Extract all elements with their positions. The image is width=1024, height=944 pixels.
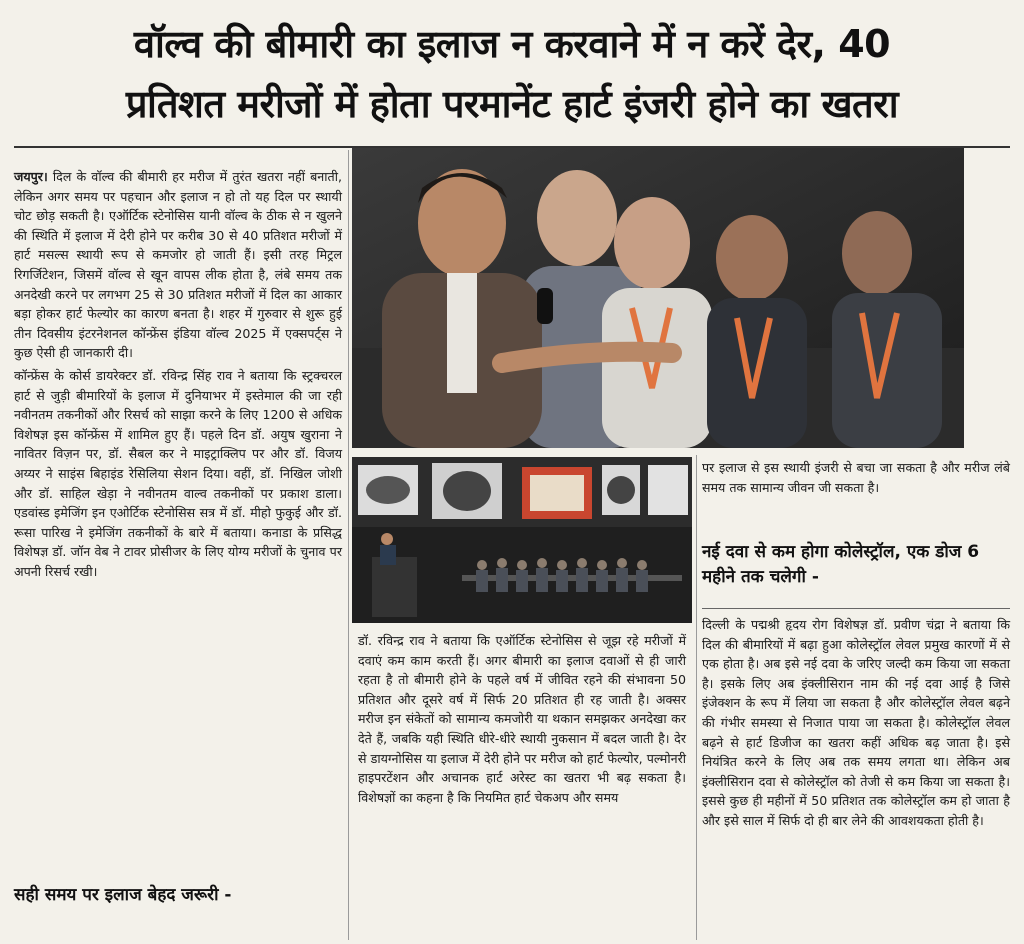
subhead-rule (702, 608, 1010, 609)
panel-discussion-illustration (352, 148, 964, 448)
article-column-2 (358, 631, 686, 810)
column-divider (348, 150, 349, 940)
dateline: जयपुर। (14, 169, 48, 184)
paragraph-intro (14, 167, 342, 363)
headline (10, 14, 1014, 134)
paragraph-continuation: पर इलाज से इस स्थायी इंजरी से बचा जा सकता है और मरीज लंबे समय तक सामान्य जीवन जी सकता है। (702, 460, 1010, 495)
panel-discussion-photo (352, 148, 964, 448)
subhead-timely-treatment: सही समय पर इलाज बेहद जरूरी - (14, 885, 232, 905)
article-column-3 (702, 458, 1010, 500)
paragraph-medication: डॉ. रविन्द्र राव ने बताया कि एऑर्टिक स्टेनोसिस से जूझ रहे मरीजों में दवाएं कम काम करती हैं। अगर बीमारी का इलाज दवाओं से ही जारी रहता है तो बीमारी होने के पहले वर्ष में जीवित रहने की संभावना 50 प्रतिशत और दूसरे वर्ष में सिर्फ 20 प्रतिशत ही रह जाती है। अक्सर मरीज इन संकेतों को सामान्य कमजोरी या थकान समझकर अनदेखा कर देते हैं, जबकि यही स्थिति धीरे-धीरे स्थायी नुकसान में बदल जाती है। देर से डायग्नोसिस या इलाज में देरी होने पर मरीज को हार्ट फेल्योर, पल्मोनरी हाइपरटेंशन और अचानक हार्ट अरेस्ट का खतरा भी बढ़ सकता है। विशेषज्ञों का कहना है कि नियमित हार्ट चेकअप और समय (358, 633, 686, 805)
column-divider (696, 455, 697, 940)
headline-line-1: वॉल्व की बीमारी का इलाज न करवाने में न करें देर, 40 (133, 22, 891, 66)
paragraph-intro-text: दिल के वॉल्व की बीमारी हर मरीज में तुरंत खतरा नहीं बनाती, लेकिन अगर समय पर पहचान और इलाज न हो तो यह दिल पर स्थायी चोट छोड़ सकती है। एऑर्टिक स्टेनोसिस यानी वॉल्व के ठीक से न खुलने की स्थिति में इलाज में देरी होने पर करीब 30 से 40 प्रतिशत मरीजों में हार्ट मसल्स स्थायी रूप से कमजोर हो जाती हैं। इसी तरह मिट्रल रिगर्जिटेशन, जिसमें वॉल्व से खून वापस लीक होता है, लंबे समय तक अनदेखी करने पर लगभग 25 से 30 प्रतिशत मरीजों में दिल का आकार बड़ा होकर हार्ट फेल्योर का कारण बनता है। शहर में गुरुवार से शुरू हुई तीन दिवसीय इंटरनेशनल कॉन्फ्रेंस इंडिया वॉल्व 2025 में एक्सपर्ट्स ने कुछ ऐसी ही जानकारी दी। (14, 169, 342, 361)
article-column-3b (702, 615, 1010, 834)
conference-stage-illustration (352, 457, 692, 623)
paragraph-conference: कॉन्फ्रेंस के कोर्स डायरेक्टर डॉ. रविन्द्र सिंह राव ने बताया कि स्ट्रक्चरल हार्ट से जुड़ी बीमारियों के इलाज में दुनियाभर में इस्तेमाल की जा रही नवीनतम तकनीकों और रिसर्च को साझा करने के लिए 1200 से अधिक विशेषज्ञ इस कॉन्फ्रेंस में शामिल हुए हैं। पहले दिन डॉ. अयुष खुराना ने नावितर विज़न पर, डॉ. सैबल कर ने माइट्राक्लिप पर और डॉ. विजय अय्यर ने साइंस बिहाइंड रेसिलिया सेशन दिया। वहीं, डॉ. निखिल जोशी और डॉ. साहिल खेड़ा ने नवीनतम वाल्व तकनीकों पर प्रकाश डाला। एडवांस्ड इमेजिंग इन एओर्टिक स्टेनोसिस सत्र में डॉ. मीहो फुकुई और डॉ. रूसा पारिख ने इमेजिंग तकनीकों के बारे में बताया। कनाडा के प्रसिद्ध विशेषज्ञ डॉ. जॉन वेब ने टावर प्रोसीजर के लिए योग्य मरीजों के चुनाव पर अपनी रिसर्च रखी। (14, 367, 342, 579)
paragraph-cholesterol: दिल्ली के पद्मश्री हृदय रोग विशेषज्ञ डॉ. प्रवीण चंद्रा ने बताया कि दिल की बीमारियों में बढ़ा हुआ कोलेस्ट्रॉल लेवल प्रमुख कारणों में से एक होता है। अब इसे नई दवा के जरिए जल्दी कम किया जा सकता है। इसके लिए अब इंक्लीसिरान नाम की नई दवा आई है जिसे इंजेक्शन के रूप में लिया जा सकता है और कोलेस्ट्रॉल लेवल बढ़ने की गंभीर समस्या से निजात पाया जा सकता है। कोलेस्ट्रॉल लेवल बढ़ने से हार्ट डिजीज का खतरा कहीं अधिक बढ़ जाता है। इसे नियंत्रित करने के लिए अब तक समय लगता था। लेकिन अब इंक्लीसिरान दवा से कोलेस्ट्रॉल को तेजी से कम किया जा सकता है। इससे कुछ ही महीनों में 50 प्रतिशत तक कोलेस्ट्रॉल कम हो जाता है और इसे साल में सिर्फ दो ही बार लेने की आवशयकता होती है। (702, 617, 1010, 828)
headline-line-2: प्रतिशत मरीजों में होता परमानेंट हार्ट इंजरी होने का खतरा (125, 82, 899, 126)
subhead-cholesterol: नई दवा से कम होगा कोलेस्ट्रॉल, एक डोज 6 महीने तक चलेगी - (702, 542, 980, 587)
conference-stage-photo (352, 457, 692, 623)
article-column-1 (14, 167, 342, 584)
